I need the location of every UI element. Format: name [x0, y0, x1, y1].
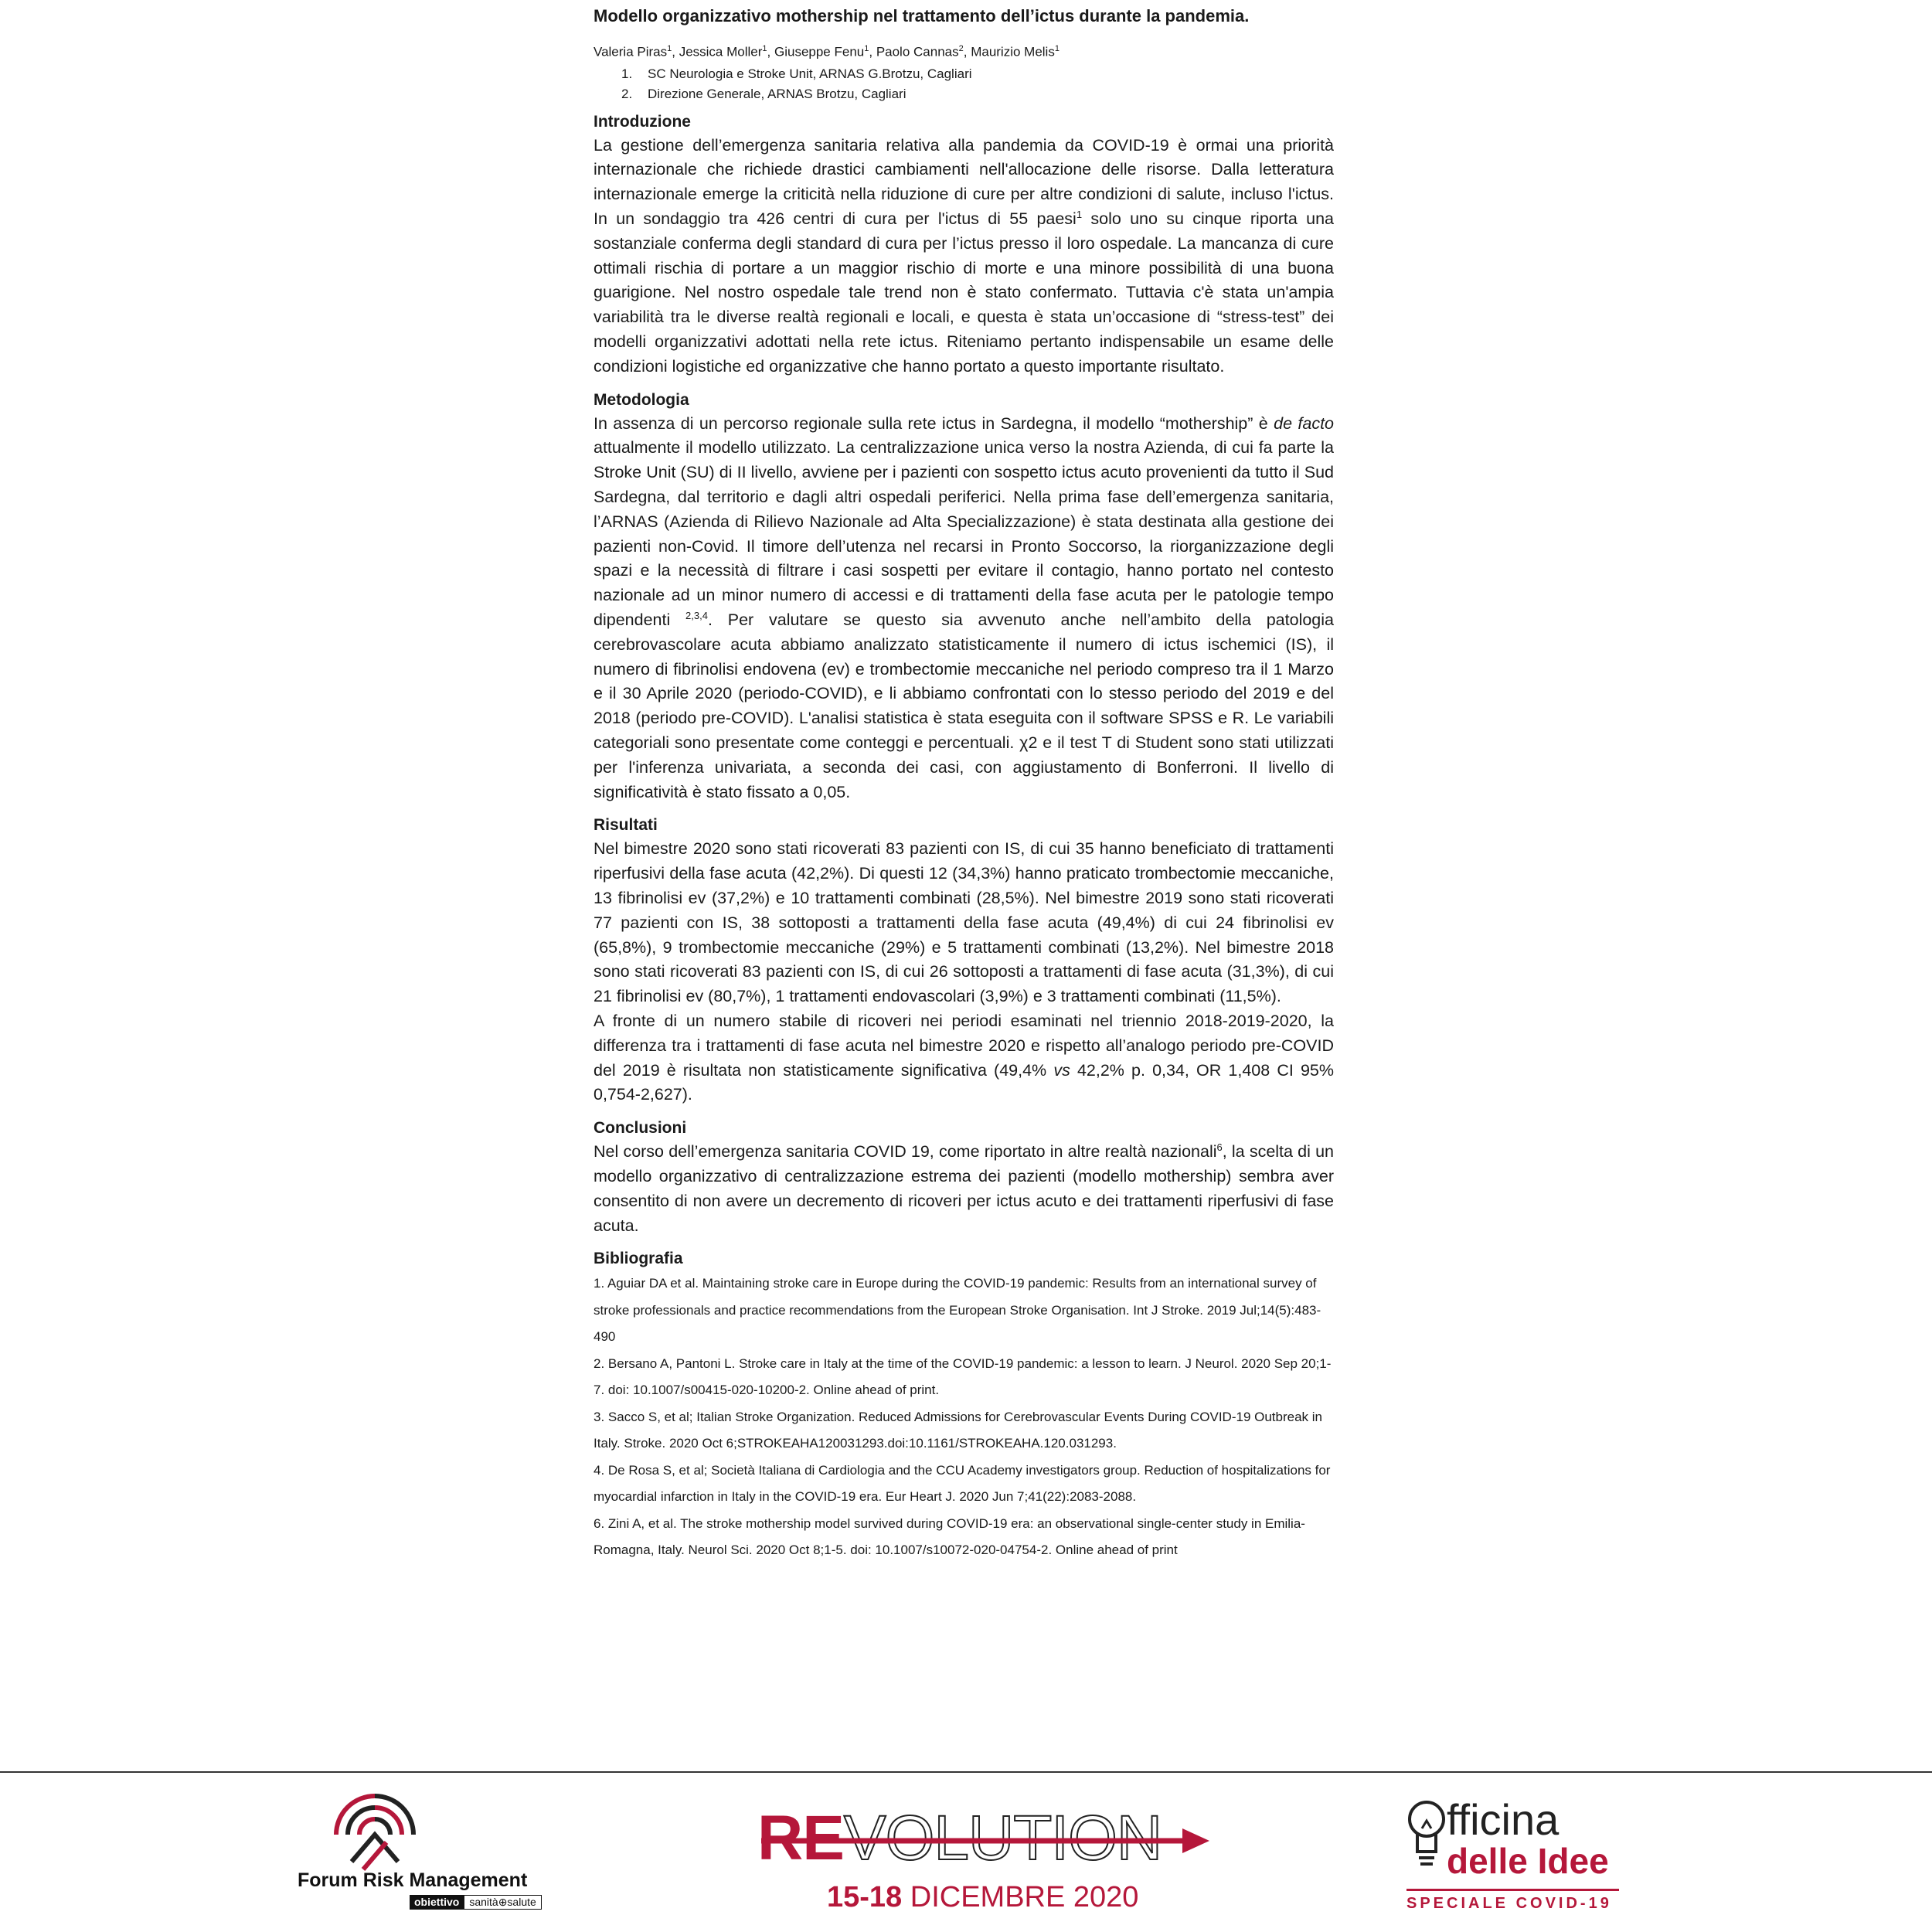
section-conclusions — [594, 1117, 1334, 1238]
revolution-logo — [757, 1804, 1213, 1927]
affiliation-text: SC Neurologia e Stroke Unit, ARNAS G.Brotzu, Cagliari — [648, 66, 972, 81]
reference-item: 3. Sacco S, et al; Italian Stroke Organization. Reduced Admissions for Cerebrovascular Events During COVID-19 Outbreak in Italy. Stroke. 2020 Oct 6;STROKEAHA120031293.doi:10.1161/STROKEAHA.120.031293. — [594, 1409, 1323, 1451]
speciale-covid-text: SPECIALE COVID-19 — [1406, 1895, 1612, 1912]
reference-item: 2. Bersano A, Pantoni L. Stroke care in Italy at the time of the COVID-19 pandemic: a lesson to learn. J Neurol. 2020 Sep 20;1-7. doi: 10.1007/s00415-020-10200-2. Online ahead of print. — [594, 1355, 1332, 1398]
officina-divider — [1406, 1889, 1619, 1891]
author: Valeria Piras — [594, 44, 668, 60]
author-affil-sup: 1 — [864, 44, 869, 53]
author: Maurizio Melis — [971, 44, 1055, 60]
delle-idee-text: delle Idee — [1447, 1841, 1609, 1881]
frm-tag-b: sanità⊕salute — [464, 1895, 541, 1910]
affiliation-list — [594, 64, 1334, 104]
officina-text: fficina — [1447, 1795, 1560, 1844]
section-heading: Introduzione — [594, 112, 691, 131]
section-bibliography — [594, 1247, 1334, 1564]
arrow-icon — [757, 1825, 1221, 1856]
reference-list — [594, 1270, 1334, 1564]
officina-delle-idee-logo — [1406, 1796, 1638, 1927]
document — [594, 5, 1334, 1573]
author: Giuseppe Fenu — [774, 44, 865, 60]
section-paragraph: Nel corso dell’emergenza sanitaria COVID 19, come riportato in altre realtà nazionali$^6$, la scelta di un modello organizzativo di centralizzazione estrema dei pazienti (modello mothership) sembra aver consentito di non avere un decremento di ricoveri per ictus acuto e dei trattamenti riperfusivi di fase acuta. — [594, 1141, 1334, 1235]
fingerprint-icon — [321, 1788, 429, 1873]
affiliation-number: 1. — [621, 66, 633, 81]
reference-item: 6. Zini A, et al. The stroke mothership model survived during COVID-19 era: an observational single-center study in Emilia-Romagna, Italy. Neurol Sci. 2020 Oct 8;1-5. doi: 10.1007/s10072-020-04754-2. Online ahead of print — [594, 1515, 1305, 1558]
author-affil-sup: 1 — [667, 44, 672, 53]
affiliation-text: Direzione Generale, ARNAS Brotzu, Cagliari — [648, 86, 906, 101]
revolution-volution: VOLUTION — [843, 1803, 1162, 1873]
reference-item: 4. De Rosa S, et al; Società Italiana di Cardiologia and the CCU Academy investigators group. Reduction of hospitalizations for myocardial infarction in Italy in the COVID-19 era. Eur Heart J. 2020 Jun 7;41(22):2083-2088. — [594, 1462, 1331, 1505]
section-results — [594, 814, 1334, 1107]
citation-sup: 2,3,4 — [685, 609, 708, 621]
event-dates: 15-18 DICEMBRE 2020 — [827, 1881, 1139, 1913]
section-paragraph: In assenza di un percorso regionale sulla rete ictus in Sardegna, il modello “mothership” è de facto attualmente il modello utilizzato. La centralizzazione unica verso la nostra Azienda, di cui fa parte la Stroke Unit (SU) di II livello, avviene per i pazienti con sospetto ictus acuto provenienti da tutto il Sud Sardegna, dal territorio e dagli altri ospedali periferici. Nella prima fase dell’emergenza sanitaria, l’ARNAS (Azienda di Rilievo Nazionale ad Alta Specializzazione) è stata destinata alla gestione dei pazienti non-Covid. Il timore dell’utenza nel recarsi in Pronto Soccorso, la riorganizzazione degli spazi e la necessità di filtrare i casi sospetti per evitare il contagio, hanno portato nel contesto nazionale ad un minor numero di accessi e di trattamenti della fase acuta per le patologie tempo dipendenti $^{2,3,4}$. Per valutare se questo sia avvenuto anche nell’ambito della patologia cerebrovascolare acuta abbiamo analizzato statisticamente il numero di ictus ischemici (IS), il numero di fibrinolisi endovena (ev) e trombectomie meccaniche nel periodo compreso tra il 1 Marzo e il 30 Aprile 2020 (periodo-COVID), e li abbiamo confrontati con lo stesso periodo del 2019 e del 2018 (periodo pre-COVID). L'analisi statistica è stata eseguita con il software SPSS e R. Le variabili categoriali sono presentate come conteggi e percentuali. χ2 e il test T di Student sono stati utilizzati per l'inferenza univariata, a seconda dei casi, con aggiustamento di Bonferroni. Il livello di significatività è stato fissato a 0,05. — [594, 413, 1335, 801]
section-heading: Metodologia — [594, 390, 689, 409]
section-paragraph: La gestione dell’emergenza sanitaria relativa alla pandemia da COVID-19 è ormai una priorità internazionale che richiede drastici cambiamenti nell'allocazione delle risorse. Dalla letteratura internazionale emerge la criticità nella riduzione di cure per altre condizioni di salute, incluso l'ictus. In un sondaggio tra 426 centri di cura per l'ictus di 55 paesi$^1$ solo uno su cinque riporta una sostanziale conferma degli standard di cura per l’ictus presso il loro ospedale. La mancanza di cure ottimali rischia di portare a un maggior rischio di morte e una minore possibilità di una buona guarigione. Nel nostro ospedale tale trend non è stato confermato. Tuttavia c'è stata un'ampia variabilità tra le diverse realtà regionali e locali, e questa è stata un’occasione di “stress-test” dei modelli organizzativi adottati nella rete ictus. Riteniamo pertanto indispensabile un esame delle condizioni logistiche ed organizzative che hanno portato a questo importante risultato. — [594, 135, 1334, 376]
author-list: Valeria Piras$^1$, Jessica Moller$^1$, Giuseppe Fenu$^1$, Paolo Cannas$^2$, Maurizio Melis$^1$ — [594, 44, 1060, 60]
forum-risk-management-logo — [298, 1796, 568, 1920]
reference-item: 1. Aguiar DA et al. Maintaining stroke care in Europe during the COVID-19 pandemic: Results from an international survey of stroke professionals and practice recommendations from the European Stroke Organisation. Int J Stroke. 2019 Jul;14(5):483-490 — [594, 1276, 1321, 1345]
author-affil-sup: 2 — [958, 44, 964, 53]
section-heading: Conclusioni — [594, 1119, 687, 1138]
revolution-re: RE — [757, 1803, 844, 1873]
frm-tag-a: obiettivo — [410, 1895, 464, 1910]
citation-sup: 1 — [1076, 208, 1083, 220]
lightbulb-icon — [1406, 1798, 1447, 1883]
frm-name: Forum Risk Management — [298, 1869, 528, 1891]
author: Jessica Moller — [679, 44, 763, 60]
citation-sup: 6 — [1216, 1141, 1223, 1153]
section-introduction — [594, 111, 1334, 379]
footer-logos — [0, 1773, 1932, 1932]
section-heading: Bibliografia — [594, 1250, 683, 1268]
frm-tagline — [410, 1895, 542, 1910]
section-heading: Risultati — [594, 816, 658, 835]
paper-title: Modello organizzativo mothership nel trattamento dell’ictus durante la pandemia. — [594, 6, 1250, 26]
section-paragraph: Nel bimestre 2020 sono stati ricoverati 83 pazienti con IS, di cui 35 hanno beneficiato di trattamenti riperfusivi della fase acuta (42,2%). Di questi 12 (34,3%) hanno praticato trombectomie meccaniche, 13 fibrinolisi ev (37,2%) e 10 trattamenti combinati (28,5%). Nel bimestre 2019 sono stati ricoverati 77 pazienti con IS, 38 sottoposti a trattamenti della fase acuta (49,4%) di cui 24 fibrinolisi ev (65,8%), 9 trombectomie meccaniche (29%) e 5 trattamenti combinati (13,2%). Nel bimestre 2018 sono stati ricoverati 83 pazienti con IS, di cui 26 sottoposti a trattamenti di fase acuta (31,3%), di cui 21 fibrinolisi ev (80,7%), 1 trattamenti endovascolari (3,9%) e 3 trattamenti combinati (11,5%). — [594, 839, 1334, 1006]
affiliation-item — [621, 64, 1334, 84]
author-affil-sup: 1 — [1054, 44, 1060, 53]
section-paragraph: A fronte di un numero stabile di ricoveri nei periodi esaminati nel triennio 2018-2019-2020, la differenza tra i trattamenti di fase acuta nel bimestre 2020 e rispetto all’analogo periodo pre-COVID del 2019 è risultata non statisticamente significativa (49,4% vs 42,2% p. 0,34, OR 1,408 CI 95% 0,754-2,627). — [594, 1011, 1335, 1104]
author-affil-sup: 1 — [762, 44, 767, 53]
author: Paolo Cannas — [876, 44, 959, 60]
section-methods — [594, 389, 1334, 805]
affiliation-item — [621, 84, 1334, 104]
affiliation-number: 2. — [621, 86, 633, 101]
